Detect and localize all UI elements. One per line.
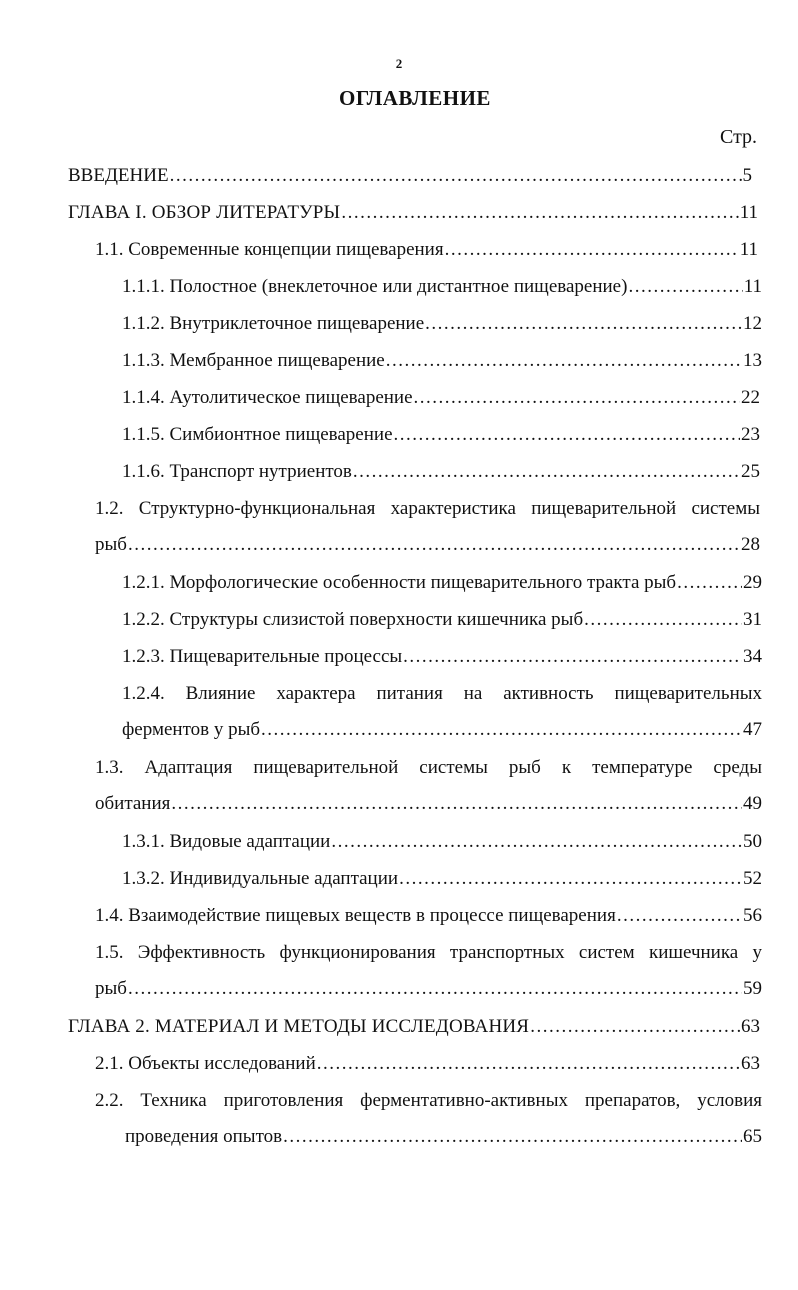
toc-entry[interactable] bbox=[122, 306, 762, 342]
leader-dots bbox=[530, 1009, 740, 1045]
leader-dots bbox=[425, 306, 742, 342]
leader-dots bbox=[170, 158, 742, 194]
toc-entry-title: 1.3.1. Видовые адаптации bbox=[122, 831, 331, 852]
toc-entry[interactable] bbox=[68, 158, 752, 194]
toc-entry-page: 47 bbox=[743, 719, 762, 740]
toc-entry-title: ГЛАВА 2. МАТЕРИАЛ И МЕТОДЫ ИССЛЕДОВАНИЯ bbox=[68, 1016, 530, 1037]
toc-entry-page: 50 bbox=[743, 831, 762, 852]
toc-entry-page: 22 bbox=[741, 387, 760, 408]
toc-entry-page: 52 bbox=[743, 868, 762, 889]
toc-entry-title: 1.1.6. Транспорт нутриентов bbox=[122, 461, 352, 482]
toc-entry-title-line1: 1.2. Структурно-функциональная характеристика пищеварительной системы bbox=[95, 498, 760, 519]
toc-entry-page: 12 bbox=[743, 313, 762, 334]
toc-entry-title: проведения опытов bbox=[125, 1126, 283, 1147]
leader-dots bbox=[399, 861, 742, 897]
toc-entry-page: 11 bbox=[739, 202, 758, 223]
toc-entry-page: 13 bbox=[743, 350, 762, 371]
toc-entry-page: 23 bbox=[741, 424, 760, 445]
toc-entry[interactable] bbox=[122, 565, 762, 601]
toc-entry-page: 29 bbox=[743, 572, 762, 593]
leader-dots bbox=[386, 343, 742, 379]
leader-dots bbox=[128, 971, 742, 1007]
leader-dots bbox=[261, 712, 742, 748]
toc-entry-title: 1.1.1. Полостное (внеклеточное или дистантное пищеварение) bbox=[122, 276, 628, 297]
pages-column-label: Стр. bbox=[720, 126, 758, 148]
toc-entry-title: 1.1.2. Внутриклеточное пищеварение bbox=[122, 313, 425, 334]
toc-entry-page: 65 bbox=[743, 1126, 762, 1147]
toc-entry-page: 59 bbox=[743, 978, 762, 999]
leader-dots bbox=[394, 417, 740, 453]
leader-dots bbox=[445, 232, 739, 268]
leader-dots bbox=[403, 639, 742, 675]
toc-entry-title: 1.1.4. Аутолитическое пищеварение bbox=[122, 387, 413, 408]
toc-entry-title: обитания bbox=[95, 793, 171, 814]
toc-entry[interactable] bbox=[95, 232, 758, 268]
toc-entry[interactable] bbox=[122, 454, 760, 490]
toc-entry[interactable] bbox=[122, 676, 762, 748]
toc-entry[interactable] bbox=[122, 380, 760, 416]
toc-entry-title: 1.1.5. Симбионтное пищеварение bbox=[122, 424, 393, 445]
toc-entry-title: 1.2.2. Структуры слизистой поверхности кишечника рыб bbox=[122, 609, 584, 630]
leader-dots bbox=[171, 786, 742, 822]
leader-dots bbox=[128, 527, 740, 563]
toc-entry-page: 31 bbox=[743, 609, 762, 630]
toc-entry[interactable] bbox=[122, 861, 762, 897]
toc-entry[interactable] bbox=[122, 639, 762, 675]
toc-entry[interactable] bbox=[122, 602, 762, 638]
toc-entry[interactable] bbox=[68, 1009, 760, 1045]
leader-dots bbox=[341, 195, 738, 231]
toc-entry[interactable] bbox=[122, 824, 762, 860]
leader-dots bbox=[628, 269, 742, 305]
toc-entry-title: ферментов у рыб bbox=[122, 719, 261, 740]
toc-entry-page: 56 bbox=[743, 905, 762, 926]
toc-entry-title-line1: 1.2.4. Влияние характера питания на активность пищеварительных bbox=[122, 683, 762, 704]
toc-entry[interactable] bbox=[122, 417, 760, 453]
toc-entry-title-line1: 2.2. Техника приготовления ферментативно-активных препаратов, условия bbox=[95, 1090, 762, 1111]
leader-dots bbox=[414, 380, 740, 416]
toc-entry[interactable] bbox=[68, 195, 758, 231]
toc-entry-page: 49 bbox=[743, 793, 762, 814]
page-number: 2 bbox=[395, 56, 403, 71]
toc-entry[interactable] bbox=[95, 1083, 762, 1155]
leader-dots bbox=[353, 454, 740, 490]
toc-entry-page: 11 bbox=[743, 276, 762, 297]
toc-entry[interactable] bbox=[95, 750, 762, 822]
toc-entry[interactable] bbox=[95, 1046, 760, 1082]
toc-entry-page: 63 bbox=[741, 1016, 760, 1037]
toc-entry-title-line1: 1.5. Эффективность функционирования транспортных систем кишечника у bbox=[95, 942, 762, 963]
toc-entry[interactable] bbox=[122, 269, 762, 305]
toc-entry[interactable] bbox=[95, 491, 760, 563]
toc-entry-page: 25 bbox=[741, 461, 760, 482]
toc-entry-title: 1.3.2. Индивидуальные адаптации bbox=[122, 868, 399, 889]
toc-entry-page: 11 bbox=[739, 239, 758, 260]
toc-entry-title: рыб bbox=[95, 978, 127, 999]
leader-dots bbox=[283, 1119, 742, 1155]
toc-entry-page: 63 bbox=[741, 1053, 760, 1074]
toc-entry-title: 1.2.3. Пищеварительные процессы bbox=[122, 646, 403, 667]
toc-entry[interactable] bbox=[95, 898, 762, 934]
leader-dots bbox=[331, 824, 742, 860]
leader-dots bbox=[677, 565, 742, 601]
toc-entry-title: 1.1. Современные концепции пищеварения bbox=[95, 239, 444, 260]
toc-entry[interactable] bbox=[95, 935, 762, 1007]
toc-entry-title: 1.2.1. Морфологические особенности пищеварительного тракта рыб bbox=[122, 572, 677, 593]
toc-entry-page: 5 bbox=[742, 165, 752, 186]
leader-dots bbox=[317, 1046, 740, 1082]
page-title: ОГЛАВЛЕНИЕ bbox=[339, 86, 491, 110]
toc-entry[interactable] bbox=[122, 343, 762, 379]
toc-entry-title: 2.1. Объекты исследований bbox=[95, 1053, 316, 1074]
toc-entry-title: ГЛАВА I. ОБЗОР ЛИТЕРАТУРЫ bbox=[68, 202, 341, 223]
toc-entry-title: ВВЕДЕНИЕ bbox=[68, 165, 169, 186]
toc-entry-page: 28 bbox=[741, 534, 760, 555]
toc-entry-title: рыб bbox=[95, 534, 127, 555]
leader-dots bbox=[617, 898, 742, 934]
toc-entry-title-line1: 1.3. Адаптация пищеварительной системы рыб к температуре среды bbox=[95, 757, 762, 778]
leader-dots bbox=[584, 602, 742, 638]
toc-entry-title: 1.1.3. Мембранное пищеварение bbox=[122, 350, 385, 371]
toc-entry-title: 1.4. Взаимодействие пищевых веществ в процессе пищеварения bbox=[95, 905, 616, 926]
toc-entry-page: 34 bbox=[743, 646, 762, 667]
